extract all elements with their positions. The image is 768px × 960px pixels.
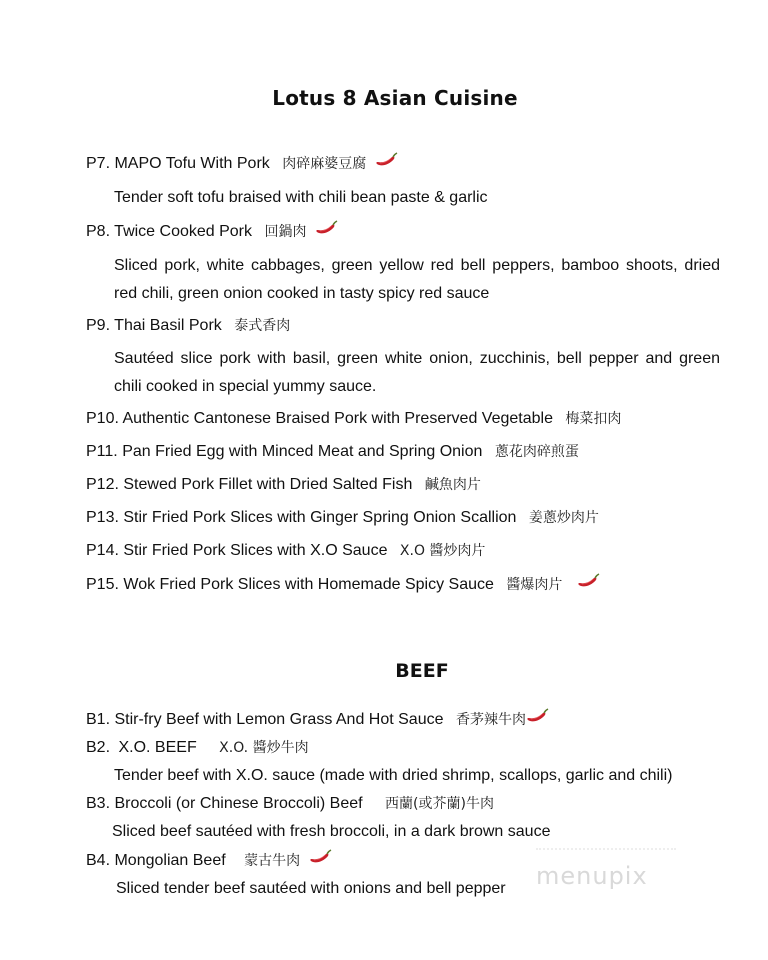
item-name: Wok Fried Pork Slices with Homemade Spicy Sauce (123, 576, 494, 593)
menu-item-p10 (86, 409, 621, 429)
item-chinese-name: 鹹魚肉片 (424, 477, 481, 493)
item-chinese-name: 醬爆肉片 (506, 577, 563, 593)
chili-pepper-icon (375, 152, 399, 168)
menu-item-p8 (86, 222, 339, 242)
item-chinese-name: 泰式香肉 (234, 318, 291, 334)
item-code: P15. (86, 576, 119, 593)
menu-item-p15 (86, 575, 601, 595)
restaurant-title: Lotus 8 Asian Cuisine (272, 86, 518, 110)
menu-item-p7 (86, 154, 399, 174)
item-chinese-name: 肉碎麻婆豆腐 (282, 156, 367, 172)
item-code: P11. (86, 443, 118, 460)
item-code: P12. (86, 476, 119, 493)
menu-item-b1 (86, 710, 550, 730)
item-code: P7. (86, 155, 111, 172)
menu-item-p13 (86, 508, 599, 528)
item-name: Stewed Pork Fillet with Dried Salted Fish (123, 476, 413, 493)
menu-item-p9 (86, 316, 290, 336)
item-chinese-name: 梅菜扣肉 (565, 411, 622, 427)
item-name: Stir Fried Pork Slices with X.O Sauce (123, 542, 388, 559)
item-chinese-name: 香茅辣牛肉 (455, 712, 526, 728)
item-code: P13. (86, 509, 119, 526)
item-name: Authentic Cantonese Braised Pork with Preserved Vegetable (122, 410, 553, 427)
chili-pepper-icon (315, 220, 339, 236)
menu-item-b3 (86, 794, 494, 814)
item-code: B3. (86, 795, 111, 812)
item-chinese-name: 蔥花肉碎煎蛋 (494, 444, 579, 460)
menu-item-p12 (86, 475, 481, 495)
chili-pepper-icon (577, 573, 601, 589)
item-description: Sliced beef sautéed with fresh broccoli, in a dark brown sauce (112, 823, 551, 840)
item-name: Pan Fried Egg with Minced Meat and Spring Onion (122, 443, 483, 460)
item-name: Stir Fried Pork Slices with Ginger Spring Onion Scallion (123, 509, 517, 526)
item-name: Broccoli (or Chinese Broccoli) Beef (114, 795, 363, 812)
item-chinese-name: 蒙古牛肉 (244, 853, 301, 869)
item-chinese-name: 西蘭(或芥蘭)牛肉 (385, 796, 494, 812)
item-code: P8. (86, 223, 111, 240)
menu-item-p14 (86, 541, 485, 561)
menu-item-b2 (86, 738, 309, 758)
item-name: MAPO Tofu With Pork (114, 155, 270, 172)
item-name: Stir-fry Beef with Lemon Grass And Hot Sauce (114, 711, 444, 728)
item-chinese-name: X.O 醬炒肉片 (399, 543, 486, 559)
item-description: Sliced tender beef sautéed with onions and bell pepper (116, 880, 506, 897)
item-chinese-name: X.O. 醬炒牛肉 (219, 740, 309, 756)
item-chinese-name: 回鍋肉 (264, 224, 307, 240)
item-name: Mongolian Beef (114, 852, 226, 869)
item-code: B2. (86, 739, 111, 756)
item-code: P9. (86, 317, 111, 334)
item-code: B4. (86, 852, 111, 869)
item-description: Sautéed slice pork with basil, green white onion, zucchinis, bell pepper and green chili cooked in special yummy sauce. (114, 350, 720, 395)
item-code: B1. (86, 711, 111, 728)
chili-pepper-icon (526, 708, 550, 724)
item-name: Thai Basil Pork (114, 317, 222, 334)
section-heading-beef: BEEF (395, 660, 449, 682)
item-name: Twice Cooked Pork (114, 223, 253, 240)
item-description: Sliced pork, white cabbages, green yellow red bell peppers, bamboo shoots, dried red chili, green onion cooked in tasty spicy red sauce (114, 257, 720, 302)
menu-item-p11 (86, 442, 579, 462)
item-description: Tender soft tofu braised with chili bean paste & garlic (114, 189, 488, 206)
item-code: P10. (86, 410, 119, 427)
item-code: P14. (86, 542, 119, 559)
menu-item-b4 (86, 851, 333, 871)
item-description: Tender beef with X.O. sauce (made with dried shrimp, scallops, garlic and chili) (114, 767, 673, 784)
item-name: X.O. BEEF (118, 739, 197, 756)
chili-pepper-icon (309, 849, 333, 865)
watermark: menupix (536, 862, 648, 890)
item-chinese-name: 姜蔥炒肉片 (528, 510, 599, 526)
watermark-dots (536, 848, 676, 853)
